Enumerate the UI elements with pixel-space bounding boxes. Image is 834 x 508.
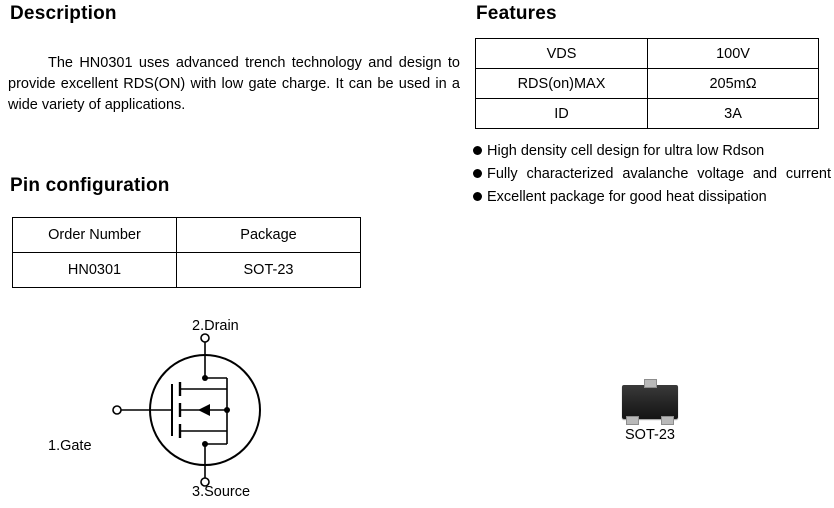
sot23-package-image	[622, 385, 678, 419]
pin-table-cell-order-number: HN0301	[13, 253, 177, 288]
spec-value-rdson-max: 205mΩ	[648, 69, 819, 99]
features-heading: Features	[476, 3, 557, 24]
package-caption: SOT-23	[625, 427, 675, 443]
list-item	[473, 186, 831, 208]
table-header-row	[13, 218, 361, 253]
symbol-label-source: 3.Source	[192, 484, 251, 500]
feature-text: Fully characterized avalanche voltage and current	[487, 166, 831, 182]
symbol-label-gate: 1.Gate	[48, 438, 92, 454]
features-spec-table	[475, 38, 819, 129]
list-item	[473, 140, 831, 162]
bullet-dot-icon	[473, 192, 482, 201]
feature-text: Excellent package for good heat dissipation	[487, 189, 767, 205]
description-paragraph: The HN0301 uses advanced trench technology and design to provide excellent RDS(ON) with low gate charge. It can be used in a wide variety of applications.	[8, 54, 460, 113]
mosfet-symbol-diagram	[20, 318, 320, 503]
spec-name-vds: VDS	[476, 39, 648, 69]
mosfet-symbol-svg	[20, 318, 320, 503]
table-row	[476, 99, 819, 129]
spec-value-vds: 100V	[648, 39, 819, 69]
package-figure	[570, 385, 730, 443]
symbol-label-drain: 2.Drain	[192, 318, 239, 334]
spec-value-id: 3A	[648, 99, 819, 129]
features-bullet-list	[473, 140, 831, 209]
spec-name-rdson-max: RDS(on)MAX	[476, 69, 648, 99]
pin-table-cell-package: SOT-23	[177, 253, 361, 288]
description-heading: Description	[10, 3, 117, 24]
pin-configuration-table	[12, 217, 361, 288]
table-row	[13, 253, 361, 288]
package-lead-icon	[644, 379, 657, 388]
spec-name-id: ID	[476, 99, 648, 129]
list-item	[473, 163, 831, 185]
bullet-dot-icon	[473, 169, 482, 178]
table-row	[476, 69, 819, 99]
table-row	[476, 39, 819, 69]
feature-text: High density cell design for ultra low Rdson	[487, 143, 765, 159]
pin-table-header-package: Package	[177, 218, 361, 253]
package-lead-icon	[626, 416, 639, 425]
bullet-dot-icon	[473, 146, 482, 155]
pin-table-header-order-number: Order Number	[13, 218, 177, 253]
package-lead-icon	[661, 416, 674, 425]
pin-configuration-heading: Pin configuration	[10, 175, 170, 196]
right-column	[470, 0, 834, 507]
